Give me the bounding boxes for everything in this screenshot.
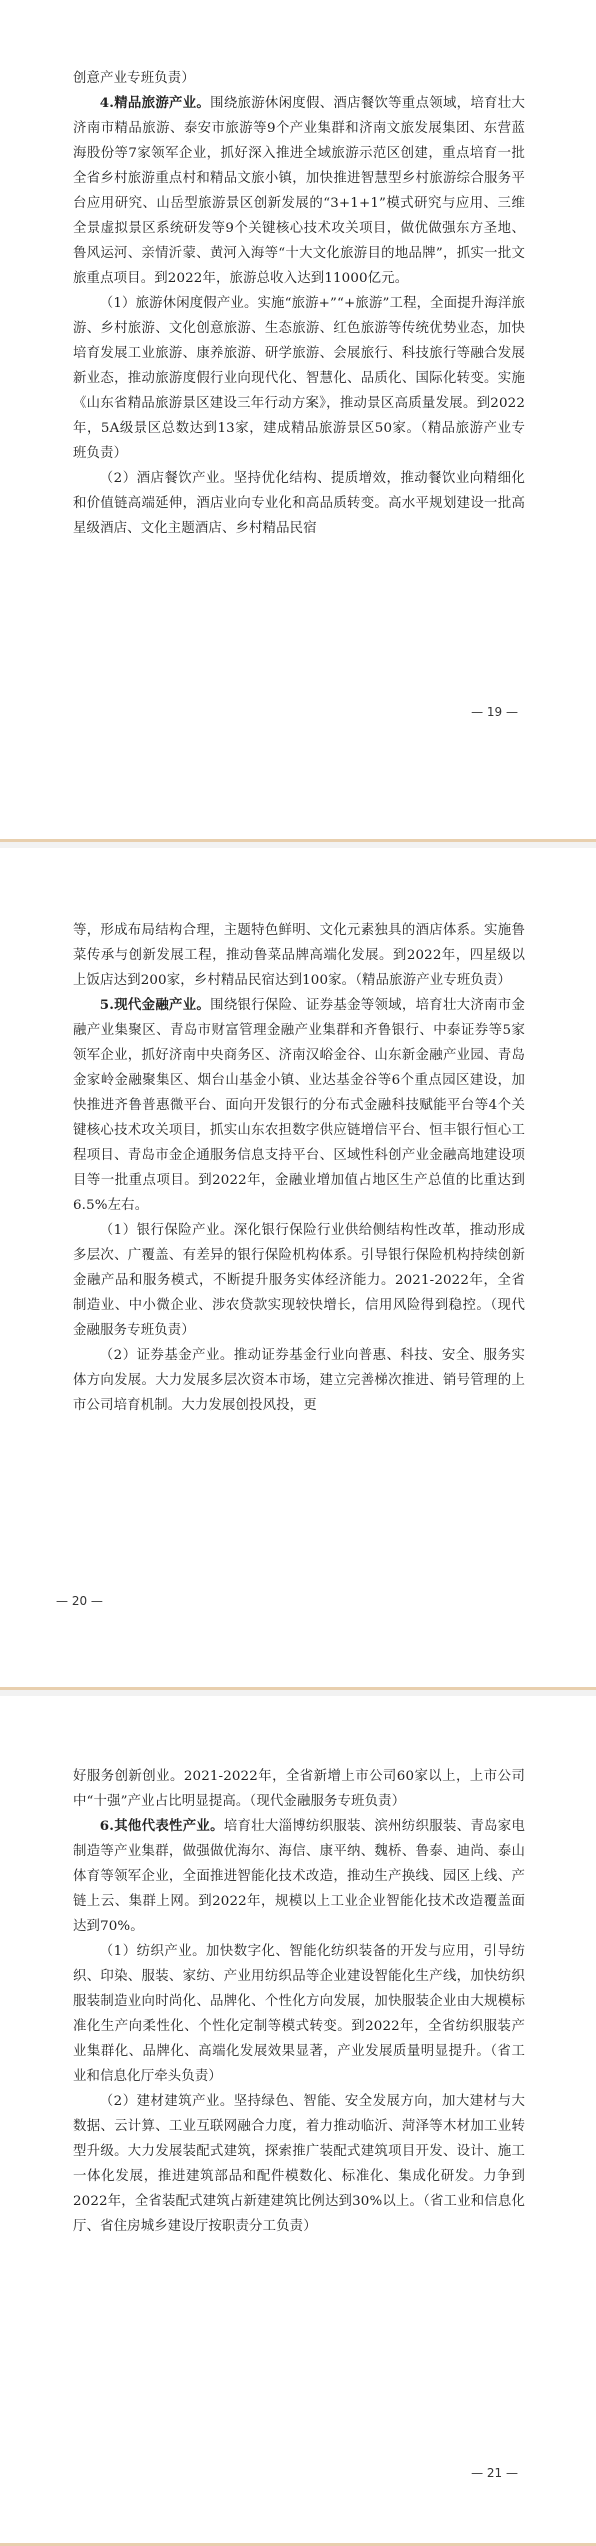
paragraph-tourism: 4.精品旅游产业。围绕旅游休闲度假、酒店餐饮等重点领域，培育壮大济南市精品旅游、泰安市旅游等9个产业集群和济南文旅发展集团、东营蓝海股份等7家领军企业，抓好深入推进全域旅游示范区创建，重点培育一批全省乡村旅游重点村和精品文旅小镇，加快推进智慧型乡村旅游综合服务平台应用研究、山岳型旅游景区创新发展的“3+1+1”模式研究与应用、三维全景虚拟景区系统研发等9个关键核心技术攻关项目，做优做强东方圣地、鲁风运河、亲情沂蒙、黄河入海等“十大文化旅游目的地品牌”，抓实一批文旅重点项目。到2022年，旅游总收入达到11000亿元。: [73, 95, 525, 286]
page-19-body: [73, 66, 525, 541]
paragraph: 好服务创新创业。2021-2022年，全省新增上市公司60家以上，上市公司中“十强”产业占比明显提高。（现代金融服务专班负责）: [73, 1769, 525, 1809]
paragraph-other-industries: 6.其他代表性产业。培育壮大淄博纺织服装、滨州纺织服装、青岛家电制造等产业集群，做强做优海尔、海信、康平纳、魏桥、鲁泰、迪尚、泰山体育等领军企业，全面推进智能化技术改造，推动生产换线、园区上线、产链上云、集群上网。到2022年，规模以上工业企业智能化技术改造覆盖面达到70%。: [73, 1818, 525, 1934]
paragraph-finance: 5.现代金融产业。围绕银行保险、证券基金等领域，培育壮大济南市金融产业集聚区、青岛市财富管理金融产业集群和齐鲁银行、中泰证券等5家领军企业，抓好济南中央商务区、济南汉峪金谷、山东新金融产业园、青岛金家岭金融聚集区、烟台山基金小镇、业达基金谷等6个重点园区建设，加快推进齐鲁普惠微平台、面向开发银行的分布式金融科技赋能平台等4个关键核心技术攻关项目，抓实山东农担数字供应链增信平台、恒丰银行恒心工程项目、青岛市金企通服务信息支持平台、区域性科创产业金融高地建设项目等一批重点项目。到2022年，金融业增加值占地区生产总值的比重达到6.5%左右。: [73, 997, 525, 1213]
paragraph: （1）纺织产业。加快数字化、智能化纺织装备的开发与应用，引导纺织、印染、服装、家纺、产业用纺织品等企业建设智能化生产线，加快纺织服装制造业向时尚化、品牌化、个性化方向发展，加快服装企业由大规模标准化生产向柔性化、个性化定制等模式转变。到2022年，全省纺织服装产业集群化、品牌化、高端化发展效果显著，产业发展质量明显提升。（省工业和信息化厅牵头负责）: [73, 1944, 525, 2084]
page-number: — 21 —: [471, 2466, 518, 2480]
page-21: [0, 1696, 596, 2546]
paragraph: 等，形成布局结构合理，主题特色鲜明、文化元素独具的酒店体系。实施鲁菜传承与创新发展工程，推动鲁菜品牌高端化发展。到2022年，四星级以上饭店达到200家，乡村精品民宿达到100家。（精品旅游产业专班负责）: [73, 923, 525, 988]
paragraph: （1）银行保险产业。深化银行保险行业供给侧结构性改革，推动形成多层次、广覆盖、有差异的银行保险机构体系。引导银行保险机构持续创新金融产品和服务模式，不断提升服务实体经济能力。2021-2022年，全省制造业、中小微企业、涉农贷款实现较快增长，信用风险得到稳控。（现代金融服务专班负责）: [73, 1223, 525, 1338]
paragraph: 创意产业专班负责）: [73, 71, 195, 86]
paragraph: （1）旅游休闲度假产业。实施“旅游+”“+旅游”工程，全面提升海洋旅游、乡村旅游、文化创意旅游、生态旅游、红色旅游等传统优势业态，加快培育发展工业旅游、康养旅游、研学旅游、会展旅行、科技旅行等融合发展新业态，推动旅游度假行业向现代化、智慧化、品质化、国际化转变。实施《山东省精品旅游景区建设三年行动方案》，推动景区高质量发展。到2022年，5A级景区总数达到13家，建成精品旅游景区50家。（精品旅游产业专班负责）: [73, 296, 525, 461]
page-20-body: [73, 918, 525, 1418]
page-number: — 20 —: [56, 1594, 103, 1608]
paragraph: （2）建材建筑产业。坚持绿色、智能、安全发展方向，加大建材与大数据、云计算、工业互联网融合力度，着力推动临沂、菏泽等木材加工业转型升级。大力发展装配式建筑，探索推广装配式建筑项目开发、设计、施工一体化发展，推进建筑部品和配件模数化、标准化、集成化研发。力争到2022年，全省装配式建筑占新建建筑比例达到30%以上。（省工业和信息化厅、省住房城乡建设厅按职责分工负责）: [73, 2094, 525, 2234]
page-number: — 19 —: [471, 705, 518, 719]
paragraph-heading: 6.其他代表性产业。: [99, 1818, 224, 1834]
paragraph: （2）证券基金产业。推动证券基金行业向普惠、科技、安全、服务实体方向发展。大力发展多层次资本市场，建立完善梯次推进、销号管理的上市公司培育机制。大力发展创投风投，更: [73, 1348, 525, 1413]
page-20: [0, 848, 596, 1690]
paragraph-heading: 5.现代金融产业。: [99, 997, 211, 1013]
page-19: [0, 0, 596, 842]
page-21-body: [73, 1764, 525, 2239]
paragraph-heading: 4.精品旅游产业。: [99, 95, 211, 111]
paragraph: （2）酒店餐饮产业。坚持优化结构、提质增效，推动餐饮业向精细化和价值链高端延伸，酒店业向专业化和高品质转变。高水平规划建设一批高星级酒店、文化主题酒店、乡村精品民宿: [73, 471, 525, 536]
